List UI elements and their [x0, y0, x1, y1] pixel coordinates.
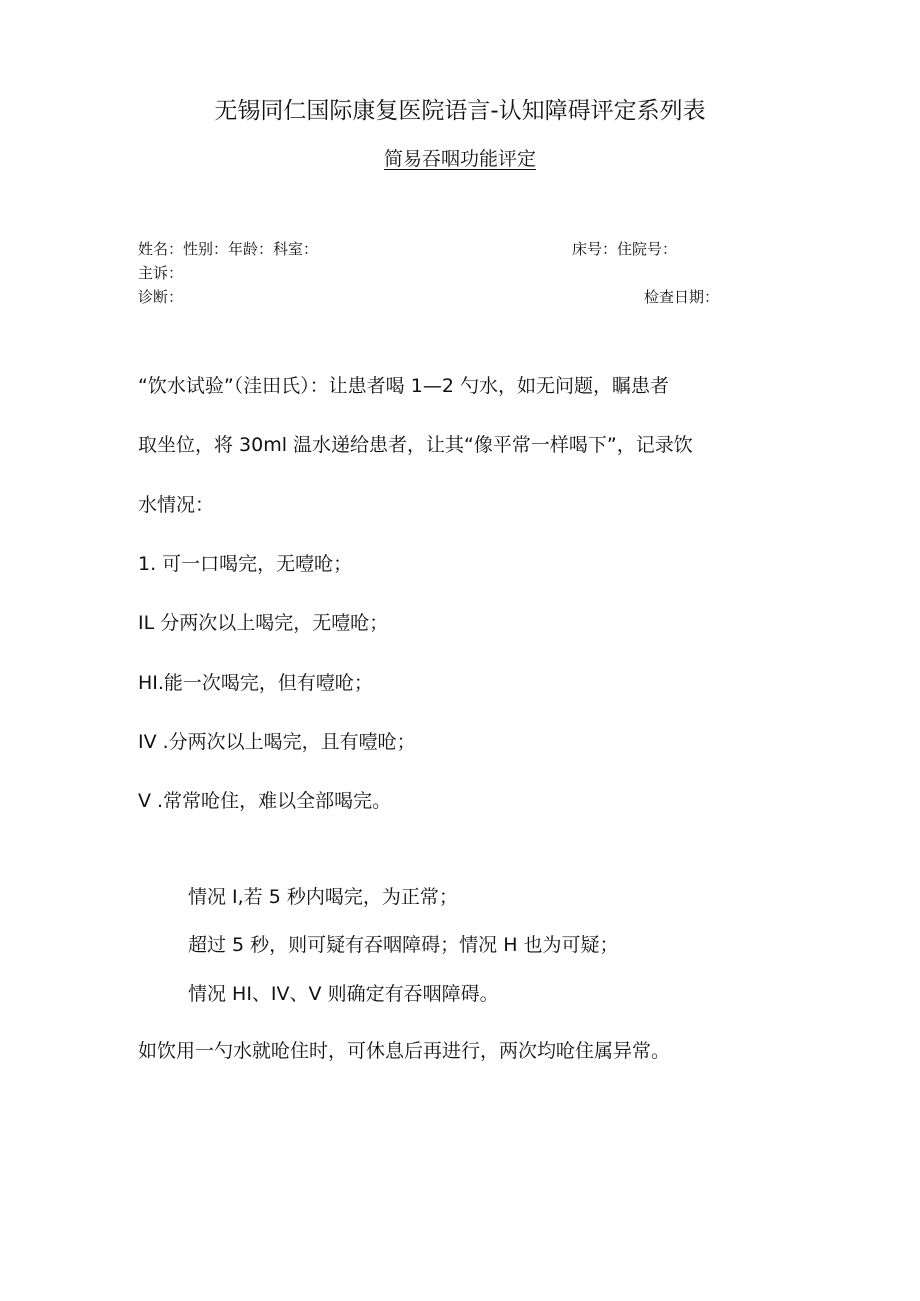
result-item-5: V .常常呛住，难以全部喝完。 [138, 790, 392, 812]
subtitle-text: 简易吞咽功能评定 [383, 148, 536, 170]
test-intro-line-3: 水情况： [138, 494, 215, 516]
result-item-2: IL 分两次以上喝完，无噎呛； [138, 612, 389, 634]
document-title: 无锡同仁国际康复医院语言-认知障碍评定系列表 [214, 98, 706, 124]
result-item-4: IV .分两次以上喝完，且有噎呛； [138, 731, 416, 753]
criteria-line-3: 情况 HI、IV、V 则确定有吞咽障碍。 [188, 983, 499, 1005]
test-intro-line-1: “饮水试验”（洼田氏）：让患者喝 1—2 勺水，如无问题，瞩患者 [138, 375, 669, 397]
criteria-line-2: 超过 5 秒，则可疑有吞咽障碍；情况 H 也为可疑； [188, 934, 619, 956]
document-subtitle [0, 144, 920, 171]
result-item-1: 1. 可一口喝完，无噎呛； [138, 553, 353, 575]
test-intro-line-2: 取坐位，将 30ml 温水递给患者，让其“像平常一样喝下”，记录饮 [138, 434, 693, 456]
chief-complaint-label: 主诉： [138, 264, 184, 282]
test-note: 如饮用一勺水就呛住时，可休息后再进行，两次均呛住属异常。 [138, 1040, 671, 1062]
criteria-line-1: 情况 I,若 5 秒内喝完，为正常； [188, 886, 458, 908]
diagnosis-label: 诊断： [138, 288, 184, 306]
patient-info-bed: 床号：住院号： [572, 240, 678, 258]
exam-date-label: 检查日期： [644, 288, 720, 306]
patient-info-basic: 姓名：性别：年龄：科室： [138, 240, 319, 258]
result-item-3: HI.能一次喝完，但有噎呛； [138, 672, 373, 694]
